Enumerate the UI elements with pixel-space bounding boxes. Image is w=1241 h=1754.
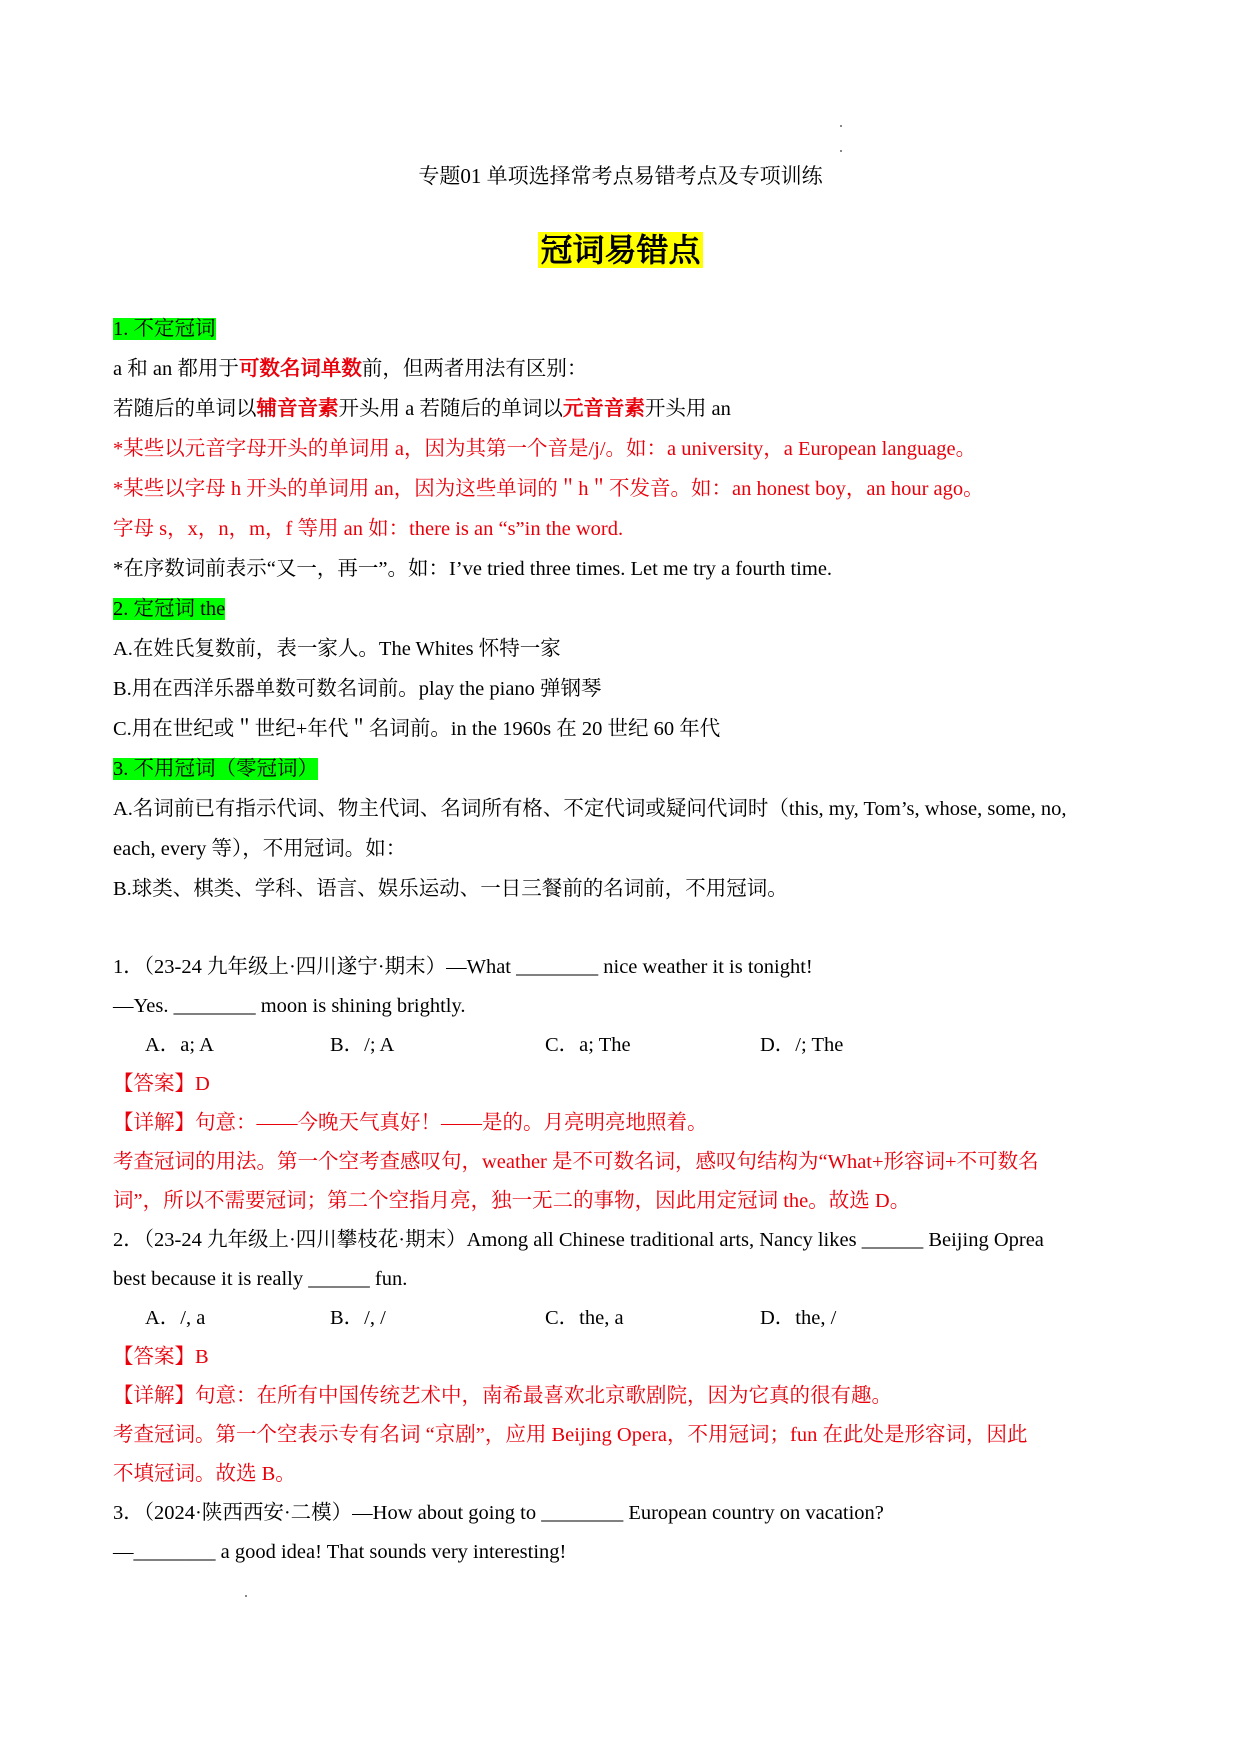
rule-text: 开头用 a 若随后的单词以 (338, 398, 563, 420)
option-a: A．a; A (145, 1034, 214, 1056)
rule-text: a 和 an 都用于 (113, 358, 239, 380)
rule-text: 若随后的单词以 (113, 398, 257, 420)
section-heading-text: 3. 不用冠词（零冠词） (113, 758, 318, 780)
explanation-line: 不填冠词。故选 B。 (113, 1463, 296, 1485)
explanation-line: 【详解】句意：——今晚天气真好！——是的。月亮明亮地照着。 (113, 1112, 708, 1134)
section-heading-1 (113, 314, 216, 344)
question-stem: —Yes. ________ moon is shining brightly. (113, 995, 466, 1017)
rule-line: 字母 s，x，n，m，f 等用 an 如：there is an “s”in the word. (113, 518, 624, 540)
title-text: 冠词易错点 (540, 232, 701, 268)
option-d: D．the, / (760, 1307, 837, 1329)
document-subtitle: 专题01 单项选择常考点易错考点及专项训练 (418, 164, 823, 188)
rule-line: A.名词前已有指示代词、物主代词、名词所有格、不定代词或疑问代词时（this, my, Tom’s, whose, some, no, (113, 798, 1067, 820)
scan-mark (840, 150, 842, 152)
explanation-line: 词”，所以不需要冠词；第二个空指月亮，独一无二的事物，因此用定冠词 the。故选 D。 (113, 1190, 911, 1212)
option-b: B．/; A (330, 1034, 395, 1056)
rule-line (113, 354, 587, 384)
scan-mark (245, 1595, 247, 1597)
section-heading-text: 1. 不定冠词 (113, 318, 216, 340)
rule-line: each, every 等），不用冠词。如： (113, 838, 407, 860)
rule-line: *某些以字母 h 开头的单词用 an，因为这些单词的＂h＂不发音。如：an honest boy，an hour ago。 (113, 478, 984, 500)
option-b: B．/, / (330, 1307, 386, 1329)
rule-line: C.用在世纪或＂世纪+年代＂名词前。in the 1960s 在 20 世纪 60 年代 (113, 718, 721, 740)
option-c: C．the, a (545, 1307, 624, 1329)
rule-line: *某些以元音字母开头的单词用 a，因为其第一个音是/j/。如：a university，a European language。 (113, 438, 977, 460)
section-heading-2 (113, 594, 225, 624)
answer-line: 【答案】B (113, 1346, 209, 1368)
rule-line: A.在姓氏复数前，表一家人。The Whites 怀特一家 (113, 638, 561, 660)
question-stem: 2．（23-24 九年级上·四川攀枝花·期末）Among all Chinese traditional arts, Nancy likes ______ Beijing Oprea (113, 1229, 1044, 1251)
section-heading-text: 2. 定冠词 the (113, 598, 226, 620)
scan-mark (840, 125, 842, 127)
document-title (0, 230, 1241, 270)
question-stem: —________ a good idea! That sounds very interesting! (113, 1541, 567, 1563)
explanation-line: 考查冠词的用法。第一个空考查感叹句，weather 是不可数名词，感叹句结构为“What+形容词+不可数名 (113, 1151, 1039, 1173)
emphasis-text: 可数名词单数 (238, 358, 362, 380)
rule-line: B.用在西洋乐器单数可数名词前。play the piano 弹钢琴 (113, 678, 602, 700)
rule-text: 前，但两者用法有区别： (361, 358, 588, 380)
option-a: A．/, a (145, 1307, 206, 1329)
question-stem: 1．（23-24 九年级上·四川遂宁·期末）—What ________ nice weather it is tonight! (113, 956, 813, 978)
question-stem: 3．（2024·陕西西安·二模）—How about going to ________ European country on vacation? (113, 1502, 884, 1524)
rule-text: 开头用 an (644, 398, 731, 420)
explanation-line: 考查冠词。第一个空表示专有名词 “京剧”，应用 Beijing Opera，不用冠词；fun 在此处是形容词，因此 (113, 1424, 1028, 1446)
section-heading-3 (113, 754, 318, 784)
rule-line (113, 394, 731, 424)
rule-line: *在序数词前表示“又一，再一”。如：I’ve tried three times. Let me try a fourth time. (113, 558, 833, 580)
emphasis-text: 辅音音素 (256, 398, 339, 420)
emphasis-text: 元音音素 (562, 398, 645, 420)
rule-line: B.球类、棋类、学科、语言、娱乐运动、一日三餐前的名词前，不用冠词。 (113, 878, 788, 900)
explanation-line: 【详解】句意：在所有中国传统艺术中，南希最喜欢北京歌剧院，因为它真的很有趣。 (113, 1385, 892, 1407)
option-c: C．a; The (545, 1034, 631, 1056)
question-stem: best because it is really ______ fun. (113, 1268, 408, 1290)
answer-line: 【答案】D (113, 1073, 210, 1095)
option-d: D．/; The (760, 1034, 844, 1056)
